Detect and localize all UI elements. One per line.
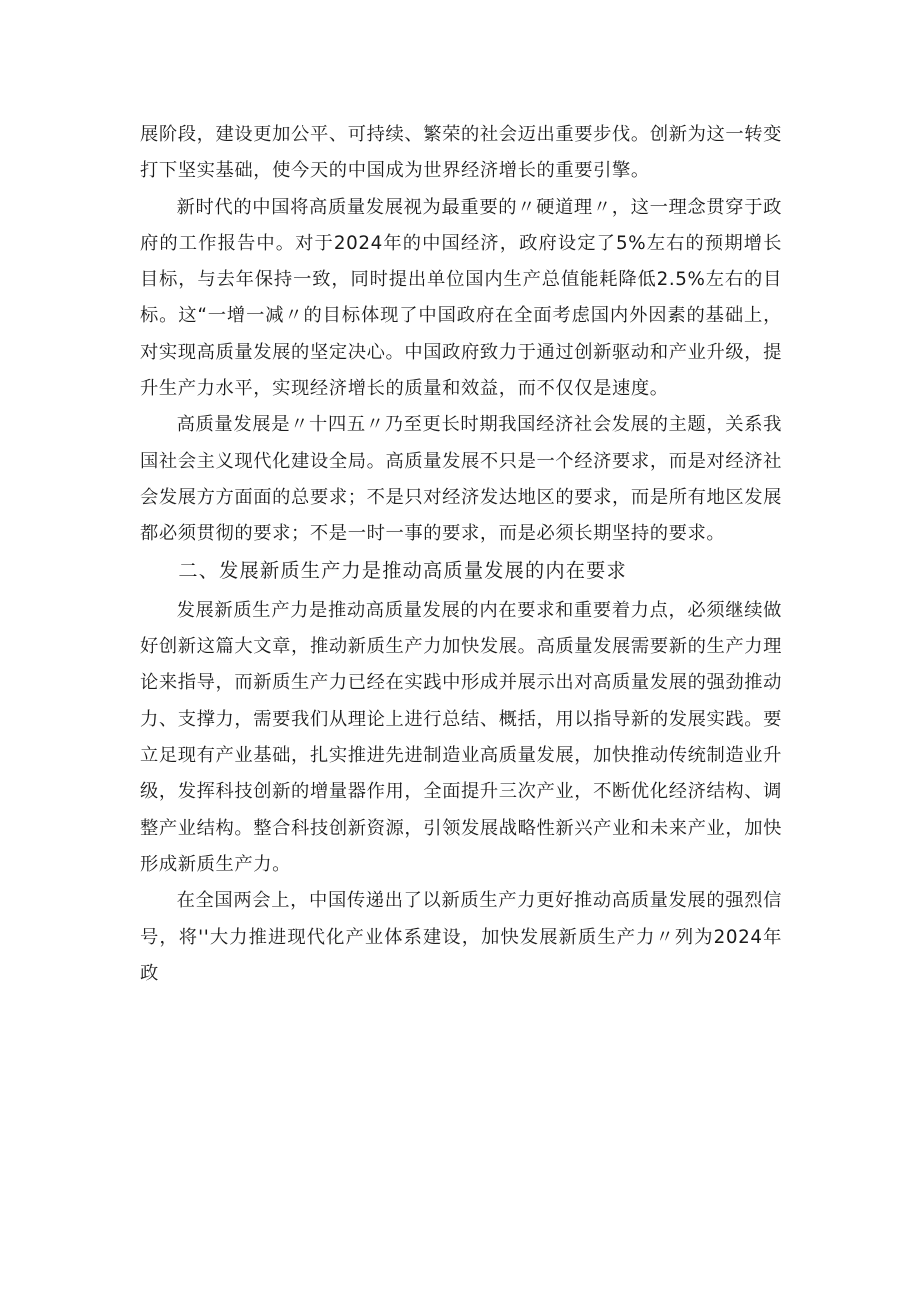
paragraph-high-quality-theme: 高质量发展是〃十四五〃乃至更长时期我国经济社会发展的主题，关系我国社会主义现代化建设全局。高质量发展不只是一个经济要求，而是对经济社会发展方方面面的总要求；不是只对经济发达地区的要求，而是所有地区发展都必须贯彻的要求；不是一时一事的要求，而是必须长期坚持的要求。	[140, 414, 782, 545]
paragraph-new-productivity: 发展新质生产力是推动高质量发展的内在要求和重要着力点，必须继续做好创新这篇大文章，推动新质生产力加快发展。高质量发展需要新的生产力理论来指导，而新质生产力已经在实践中形成并展示出对高质量发展的强劲推动力、支撑力，需要我们从理论上进行总结、概括，用以指导新的发展实践。要立足现有产业基础，扎实推进先进制造业高质量发展，加快推动传统制造业升级，发挥科技创新的增量器作用，全面提升三次产业，不断优化经济结构、调整产业结构。整合科技创新资源，引领发展战略性新兴产业和未来产业，加快形成新质生产力。	[140, 599, 782, 875]
paragraph-two-sessions: 在全国两会上，中国传递出了以新质生产力更好推动高质量发展的强烈信号，将''大力推进现代化产业体系建设，加快发展新质生产力〃列为2024年政	[140, 890, 782, 984]
paragraph-hard-truth: 新时代的中国将高质量发展视为最重要的〃硬道理〃，这一理念贯穿于政府的工作报告中。对于2024年的中国经济，政府设定了5%左右的预期增长目标，与去年保持一致，同时提出单位国内生产总值能耗降低2.5%左右的目标。这“一增一减〃的目标体现了中国政府在全面考虑国内外因素的基础上，对实现高质量发展的坚定决心。中国政府致力于通过创新驱动和产业升级，提升生产力水平，实现经济增长的质量和效益，而不仅仅是速度。	[140, 196, 782, 400]
document-body	[140, 117, 782, 992]
section-heading: 二、发展新质生产力是推动高质量发展的内在要求	[178, 558, 627, 582]
paragraph-continuation: 展阶段，建设更加公平、可持续、繁荣的社会迈出重要步伐。创新为这一转变打下坚实基础，使今天的中国成为世界经济增长的重要引擎。	[140, 124, 782, 182]
